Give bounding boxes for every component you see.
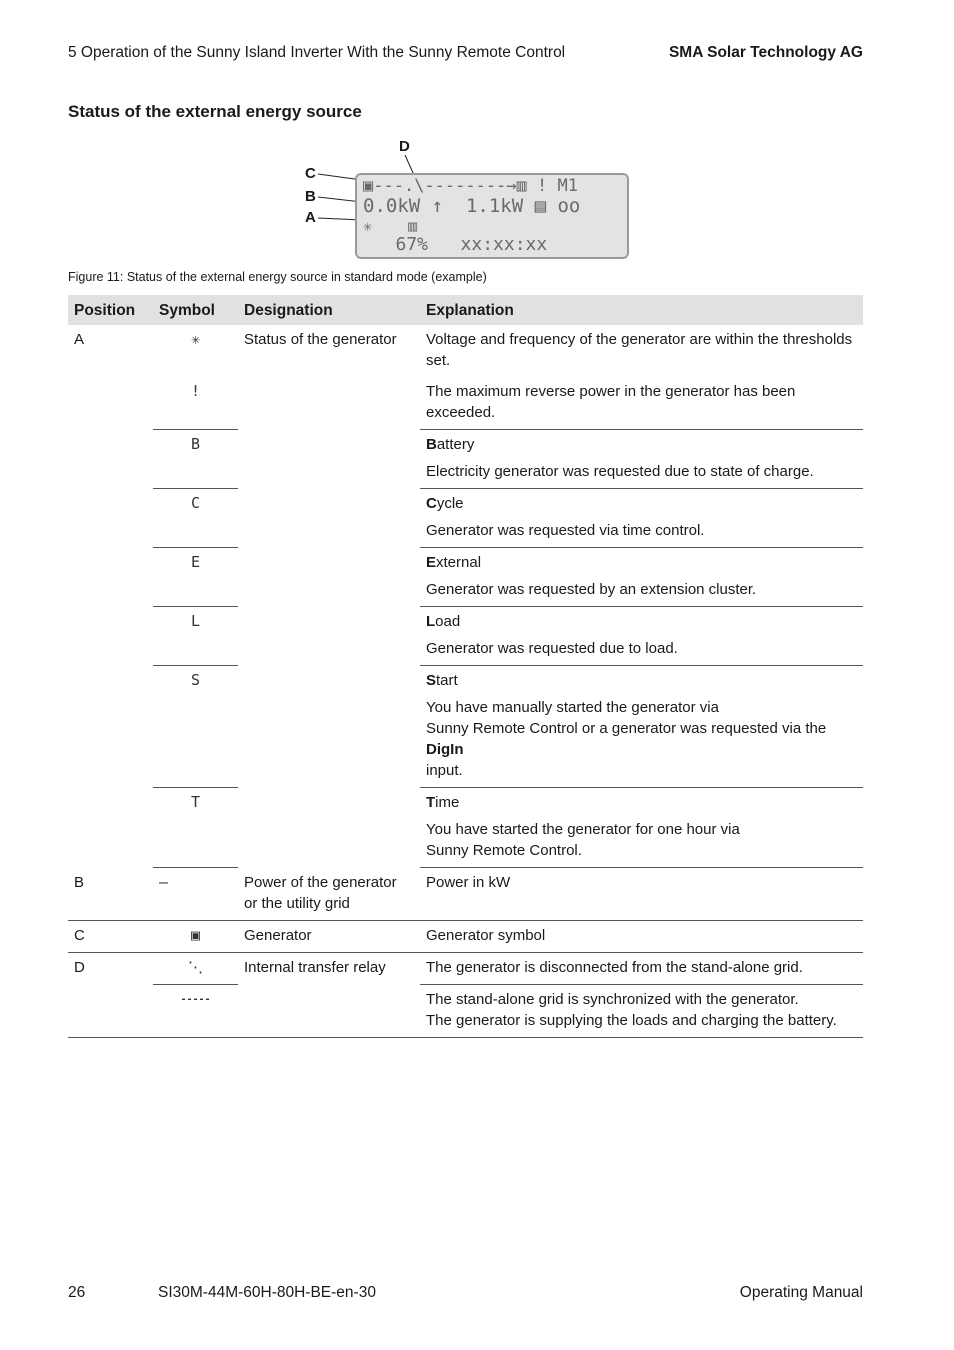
manual-type: Operating Manual — [739, 1284, 863, 1301]
table-row — [68, 984, 863, 1037]
chapter-heading: 5 Operation of the Sunny Island Inverter With the Sunny Remote Control — [68, 44, 566, 61]
table-row — [68, 377, 863, 430]
table-row — [68, 548, 863, 607]
relay-open-icon: ⋱ — [153, 952, 238, 984]
explanation-text: Generator was requested via time control. — [426, 522, 705, 539]
reverse-power-icon: ! — [153, 377, 238, 430]
explanation-initial: S — [426, 672, 437, 689]
digin-label: DigIn — [426, 741, 464, 758]
table-row — [68, 788, 863, 868]
explanation-title-rest: tart — [436, 672, 458, 689]
explanation-text: Generator was requested by an extension cluster. — [426, 581, 757, 598]
table-row — [68, 430, 863, 489]
table-header-row — [68, 295, 863, 325]
explanation-initial: C — [426, 495, 437, 512]
document-id: SI30M-44M-60H-80H-BE-en-30 — [158, 1284, 376, 1301]
symbol-cell: C — [153, 489, 238, 548]
explanation-title-rest: oad — [435, 613, 461, 630]
page-number: 26 — [68, 1284, 86, 1301]
lcd-figure — [300, 138, 640, 262]
header-designation: Designation — [238, 295, 420, 325]
callout-b: B — [305, 188, 316, 205]
designation-cell: Status of the generator — [244, 331, 397, 348]
explanation-title-rest: ime — [435, 794, 460, 811]
explanation-text: You have started the generator for one hour via Sunny Remote Control. — [426, 821, 740, 859]
symbol-cell: T — [153, 788, 238, 868]
explanation-initial: B — [426, 436, 437, 453]
generator-icon: ▣ — [153, 920, 238, 952]
callout-c: C — [305, 165, 316, 182]
designation-cell: Generator — [238, 920, 420, 952]
callout-d: D — [399, 138, 410, 155]
header-symbol: Symbol — [153, 295, 238, 325]
symbol-cell: – — [153, 868, 238, 921]
table-row — [68, 325, 863, 377]
symbol-cell: S — [153, 666, 238, 788]
explanation-text-end: input. — [426, 762, 463, 779]
explanation-initial: L — [426, 613, 436, 630]
explanation-cell — [420, 489, 863, 548]
table-row — [68, 952, 863, 984]
explanation-cell: Voltage and frequency of the generator are within the thresholds set. — [426, 331, 853, 369]
generator-ok-icon: ✳ — [190, 330, 201, 348]
position-cell: B — [68, 868, 153, 921]
symbol-cell: E — [153, 548, 238, 607]
figure-caption: Figure 11: Status of the external energy source in standard mode (example) — [68, 270, 487, 284]
explanation-title-rest: ycle — [436, 495, 464, 512]
section-title: Status of the external energy source — [68, 102, 362, 121]
explanation-title-rest: xternal — [436, 554, 482, 571]
explanation-text: Generator was requested due to load. — [426, 640, 678, 657]
explanation-cell: Power in kW — [420, 868, 863, 921]
header-explanation: Explanation — [420, 295, 863, 325]
table-row — [68, 489, 863, 548]
header-position: Position — [68, 295, 153, 325]
explanation-cell: The stand-alone grid is synchronized with the generator. The generator is supplying the loads and charging the battery. — [420, 984, 863, 1037]
relay-closed-icon: ----- — [153, 984, 238, 1037]
lcd-row-4: 67% xx:xx:xx — [363, 234, 548, 255]
explanation-cell — [420, 548, 863, 607]
explanation-initial: E — [426, 554, 437, 571]
explanation-initial: T — [426, 794, 436, 811]
explanation-cell — [420, 430, 863, 489]
table-row — [68, 920, 863, 952]
explanation-text: Electricity generator was requested due to state of charge. — [426, 463, 814, 480]
company-name: SMA Solar Technology AG — [668, 44, 863, 61]
position-cell: A — [74, 331, 85, 348]
callout-a: A — [305, 209, 316, 226]
lcd-row-2: 0.0kW ↑ 1.1kW ▤ oo — [363, 195, 581, 217]
explanation-cell — [420, 607, 863, 666]
symbol-cell: L — [153, 607, 238, 666]
explanation-cell: The maximum reverse power in the generator has been exceeded. — [420, 377, 863, 430]
explanation-cell — [420, 788, 863, 868]
position-cell: C — [68, 920, 153, 952]
symbol-cell: B — [153, 430, 238, 489]
lcd-display — [355, 173, 629, 259]
explanation-cell — [420, 666, 863, 788]
designation-cell: Power of the generator or the utility grid — [238, 868, 420, 921]
lcd-row-1: ▣---.\--------→▥ ! M1 — [363, 176, 578, 196]
lcd-row-3: ✳ ▥ — [363, 217, 418, 235]
table-row — [68, 607, 863, 666]
symbol-table — [68, 295, 863, 1038]
table-row — [68, 666, 863, 788]
explanation-text: You have manually started the generator via Sunny Remote Control or a generator was requested via the — [426, 699, 827, 737]
designation-cell: Internal transfer relay — [238, 952, 420, 1037]
explanation-title-rest: attery — [436, 436, 475, 453]
table-row — [68, 868, 863, 921]
explanation-cell: The generator is disconnected from the stand-alone grid. — [420, 952, 863, 984]
explanation-cell: Generator symbol — [420, 920, 863, 952]
position-cell: D — [68, 952, 153, 1037]
